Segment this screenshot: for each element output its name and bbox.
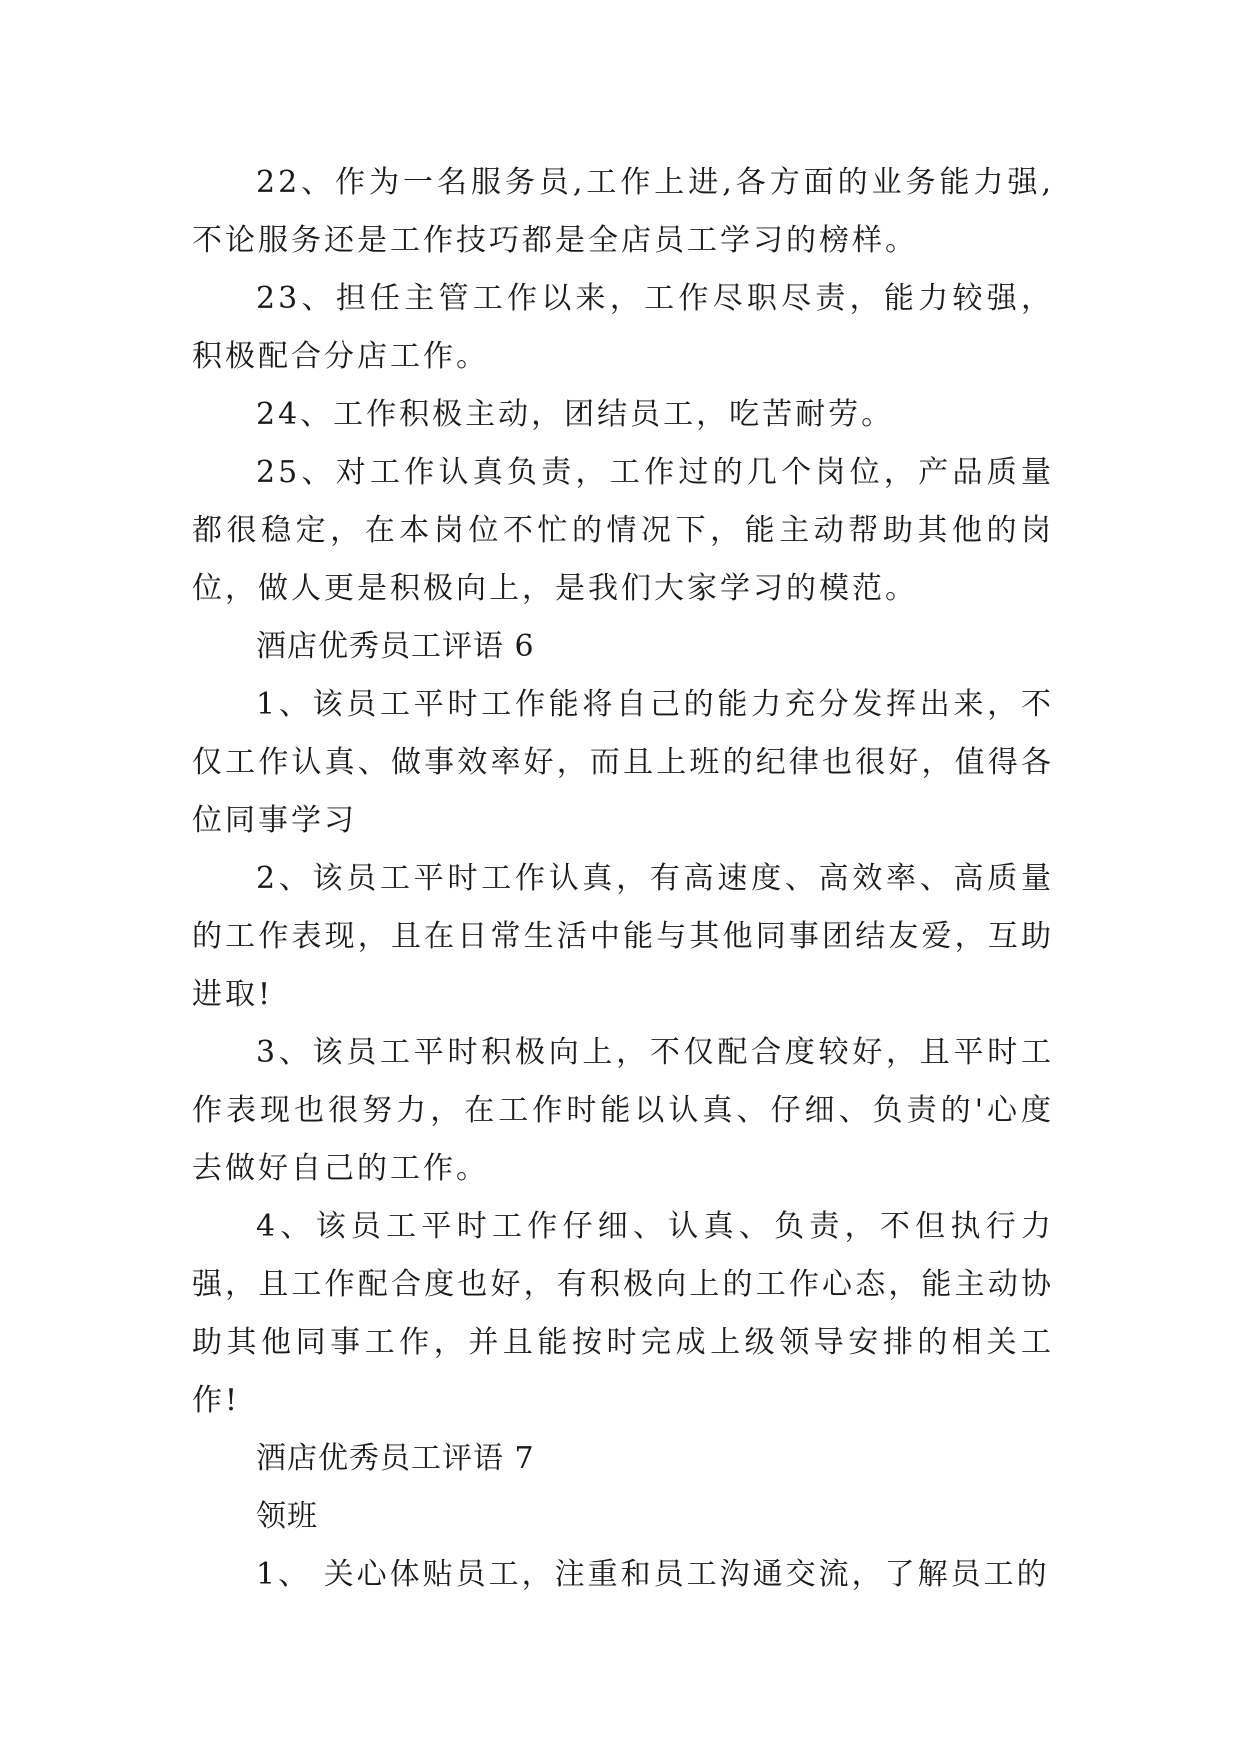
subheading-foreman: 领班 bbox=[256, 1499, 318, 1534]
paragraph-6-4: 4、该员工平时工作仔细、认真、负责，不但执行力强，且工作配合度也好，有积极向上的工作心态，能主动协助其他同事工作，并且能按时完成上级领导安排的相关工作! bbox=[192, 1209, 1054, 1418]
paragraph-6-2: 2、该员工平时工作认真，有高速度、高效率、高质量的工作表现，且在日常生活中能与其他同事团结友爱，互助进取! bbox=[192, 861, 1054, 1012]
paragraph-6-1: 1、该员工平时工作能将自己的能力充分发挥出来，不仅工作认真、做事效率好，而且上班的纪律也很好，值得各位同事学习 bbox=[192, 687, 1054, 838]
paragraph-24: 24、工作积极主动，团结员工，吃苦耐劳。 bbox=[256, 397, 895, 432]
paragraph-22: 22、作为一名服务员,工作上进,各方面的业务能力强,不论服务还是工作技巧都是全店员工学习的榜样。 bbox=[192, 165, 1054, 258]
paragraph-6-3: 3、该员工平时积极向上，不仅配合度较好，且平时工作表现也很努力，在工作时能以认真、仔细、负责的'心度去做好自己的工作。 bbox=[192, 1035, 1054, 1186]
paragraph-25: 25、对工作认真负责，工作过的几个岗位，产品质量都很稳定，在本岗位不忙的情况下，能主动帮助其他的岗位，做人更是积极向上，是我们大家学习的模范。 bbox=[192, 455, 1054, 606]
paragraph-23: 23、担任主管工作以来，工作尽职尽责，能力较强，积极配合分店工作。 bbox=[192, 281, 1054, 374]
document-body bbox=[192, 154, 1054, 1604]
section-heading-6: 酒店优秀员工评语 6 bbox=[256, 629, 535, 664]
paragraph-7-1: 1、 关心体贴员工，注重和员工沟通交流，了解员工的 bbox=[256, 1557, 1050, 1592]
section-heading-7: 酒店优秀员工评语 7 bbox=[256, 1441, 535, 1476]
